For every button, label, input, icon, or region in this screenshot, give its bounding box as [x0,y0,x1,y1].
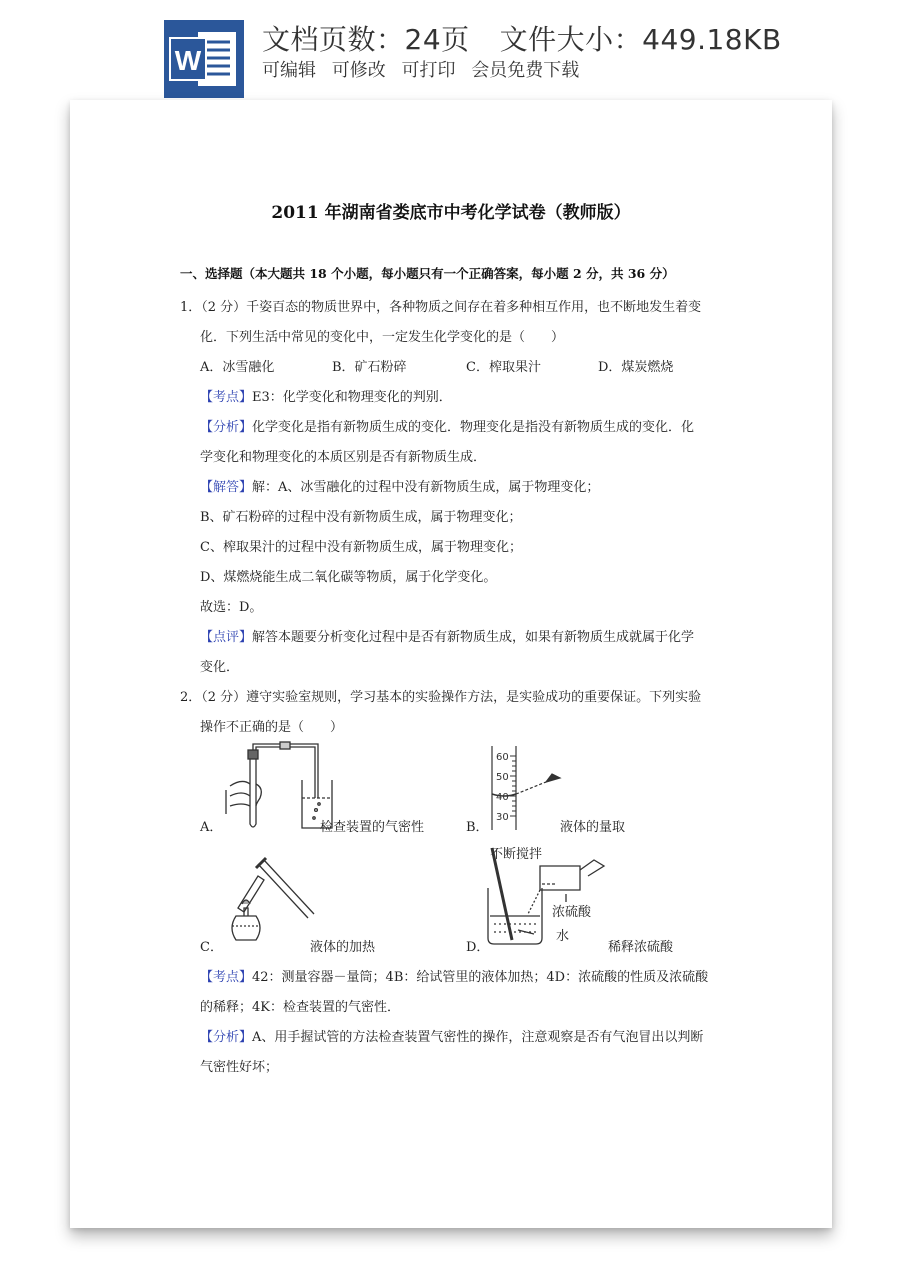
q1-option-a: A．冰雪融化 [200,360,275,375]
q2-option-c-label: C． [200,940,223,955]
word-document-icon [164,20,244,98]
water-label: 水 [556,929,570,944]
q2-fenxi-line1 [200,1026,703,1045]
q1-jieda-line5: 故选：D。 [200,600,263,615]
q2-fenxi-text1: A、用手握试管的方法检查装置气密性的操作，注意观察是否有气泡冒出以判断 [252,1030,704,1045]
q2-stem-line2: 操作不正确的是（ ） [200,720,344,735]
q1-kaodian-text: E3：化学变化和物理变化的判别． [252,390,452,405]
q2-option-b-label: B． [466,820,489,835]
q2-kaodian-line1 [200,966,708,985]
q1-option-b: B．矿石粉碎 [332,360,407,375]
page-count: 文档页数：24页 [262,23,470,56]
cylinder-tick-50: 50 [496,772,509,783]
q2-option-a-label: A． [200,820,223,835]
fenxi-tag: 【分析】 [200,420,253,435]
q1-dianping-text1: 解答本题要分析变化过程中是否有新物质生成，如果有新物质生成就属于化学 [252,630,695,645]
cylinder-tick-60: 60 [496,752,509,763]
kaodian-tag: 【考点】 [200,390,253,405]
q1-jieda-text1: 解：A、冰雪融化的过程中没有新物质生成，属于物理变化； [252,480,600,495]
feature-printable: 可打印 [401,60,456,81]
q2-caption-c: 液体的加热 [310,940,376,955]
document-title: 2011 年湖南省娄底市中考化学试卷（教师版） [271,203,631,223]
q2-fenxi-line2: 气密性好坏； [200,1060,279,1075]
q2-caption-b: 液体的量取 [560,820,626,835]
q1-option-c: C．榨取果汁 [466,360,541,375]
q2-stem-line1: 2．（2 分）遵守实验室规则，学习基本的实验操作方法，是实验成功的重要保证。下列实验 [180,690,702,705]
q1-stem-line1: 1．（2 分）千姿百态的物质世界中，各种物质之间存在着多种相互作用，也不断地发生着变 [180,300,702,315]
q1-jieda-line1 [200,476,599,495]
q1-option-d: D．煤炭燃烧 [598,360,674,375]
q1-fenxi-line1 [200,416,694,435]
dianping-tag: 【点评】 [200,630,253,645]
jieda-tag: 【解答】 [200,480,253,495]
q1-kaodian [200,386,452,405]
stir-label: 不断搅拌 [490,847,543,862]
file-info [262,18,782,58]
fenxi-tag: 【分析】 [200,1030,253,1045]
file-size: 文件大小：449.18KB [499,23,782,56]
q2-kaodian-text1: 42：测量容器－量筒；4B：给试管里的液体加热；4D：浓硫酸的性质及浓硫酸 [252,970,709,985]
q1-stem-line2: 化．下列生活中常见的变化中，一定发生化学变化的是（ ） [200,330,565,345]
acid-label: 浓硫酸 [552,905,592,920]
word-icon-letter: W [174,45,202,76]
feature-list [262,56,589,82]
q1-jieda-line4: D、煤燃烧能生成二氧化碳等物质，属于化学变化。 [200,570,497,585]
q1-jieda-line2: B、矿石粉碎的过程中没有新物质生成，属于物理变化； [200,510,522,525]
kaodian-tag: 【考点】 [200,970,253,985]
q1-dianping-line2: 变化． [200,660,240,675]
q2-option-d-label: D． [466,940,490,955]
section-heading: 一、选择题（本大题共 18 个小题，每小题只有一个正确答案，每小题 2 分，共 36 分） [180,266,675,281]
q1-jieda-line3: C、榨取果汁的过程中没有新物质生成，属于物理变化； [200,540,522,555]
figure-liquid-heating [218,856,318,954]
feature-member-download: 会员免费下载 [471,60,580,81]
q1-fenxi-text1: 化学变化是指有新物质生成的变化．物理变化是指没有新物质生成的变化．化 [252,420,695,435]
cylinder-tick-30: 30 [496,812,509,823]
cylinder-tick-40: 40 [496,792,509,803]
download-banner [0,0,900,100]
q2-caption-d: 稀释浓硫酸 [608,940,674,955]
q2-caption-a: 检查装置的气密性 [320,820,425,835]
q1-fenxi-line2: 学变化和物理变化的本质区别是否有新物质生成． [200,450,487,465]
q2-kaodian-line2: 的稀释；4K：检查装置的气密性． [200,1000,400,1015]
feature-modifiable: 可修改 [331,60,386,81]
document-page[interactable] [70,100,832,1228]
q1-dianping-line1 [200,626,694,645]
feature-editable: 可编辑 [262,60,316,81]
